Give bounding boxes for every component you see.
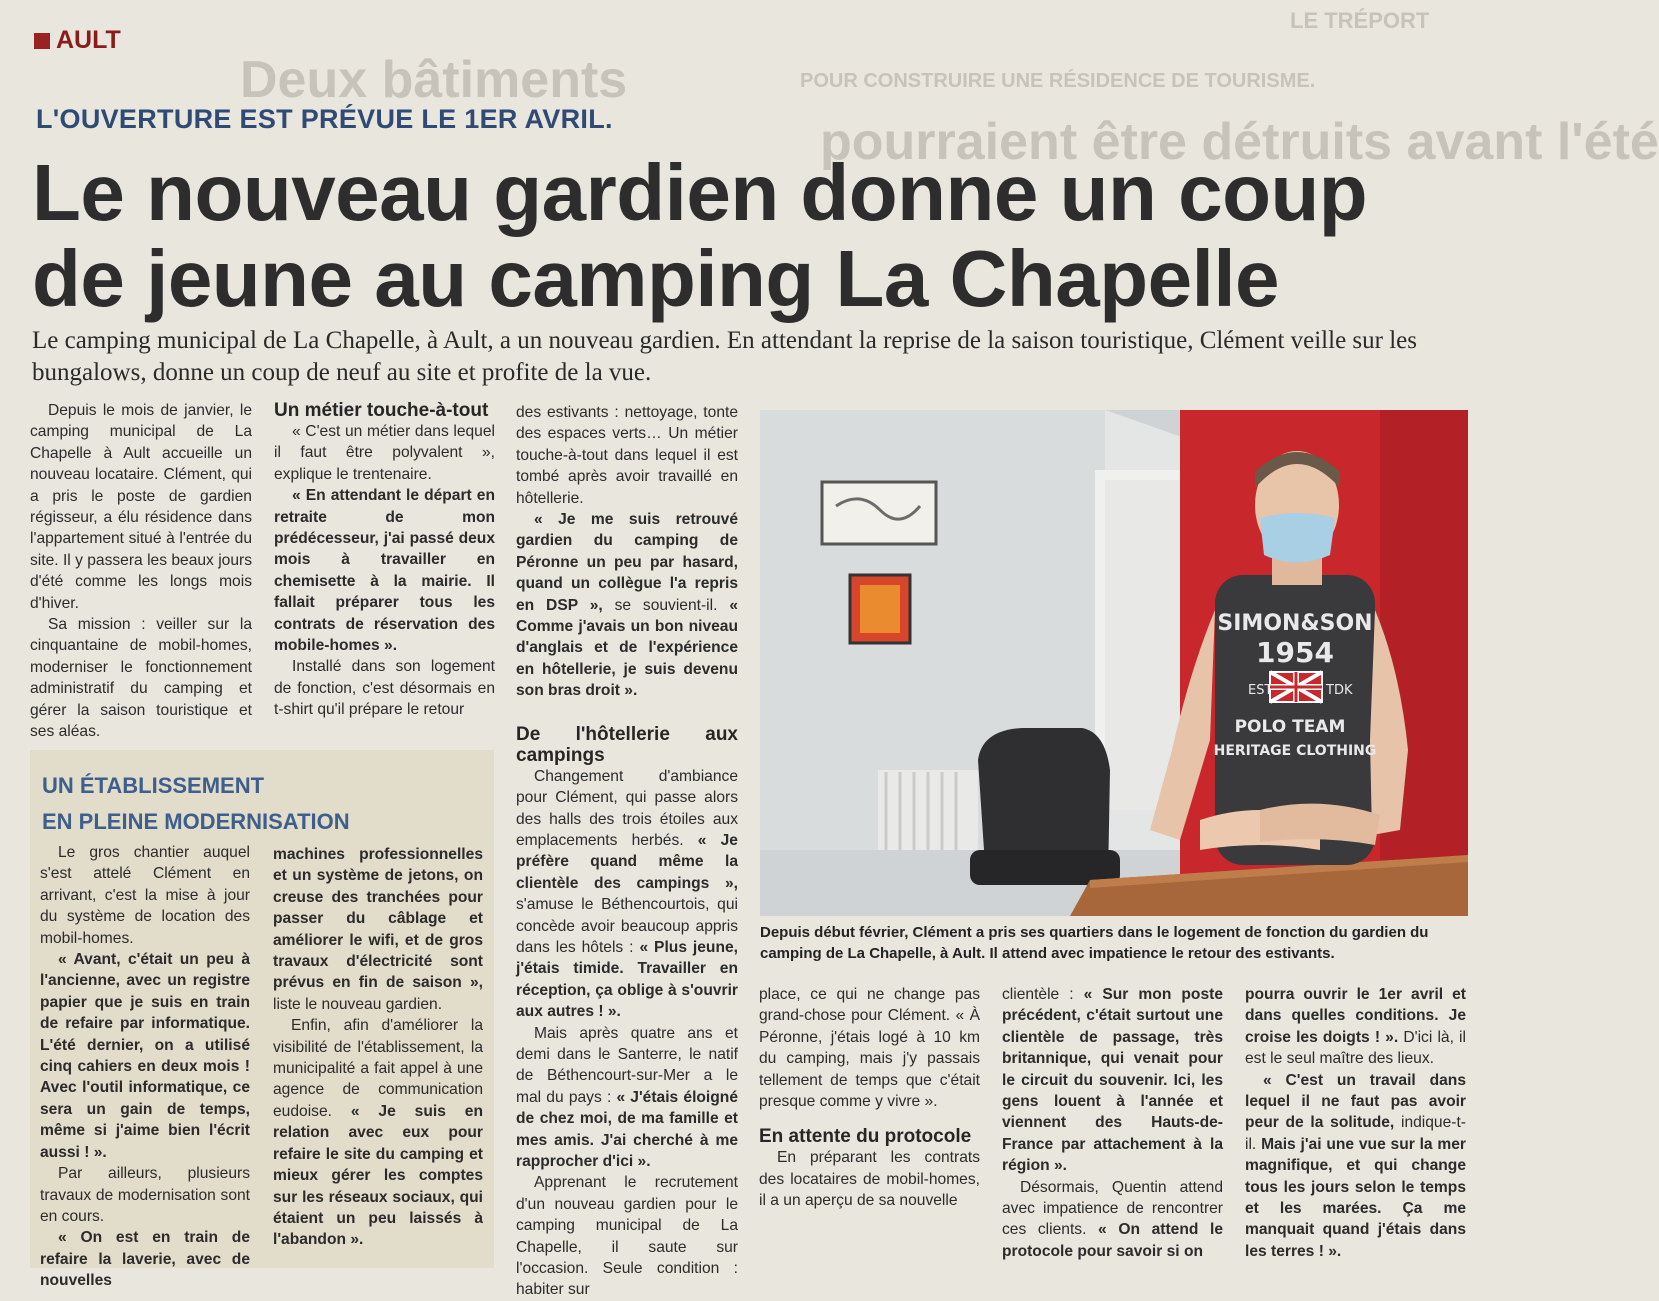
attribution: liste le nouveau gardien. [273, 995, 443, 1013]
paragraph: Installé dans son logement de fonction, c'est désormais en t-shirt qu'il prépare le retour [274, 658, 495, 719]
paragraph: Le gros chantier auquel s'est attelé Clément en arrivant, c'est la mise à jour du système de location des mobil-homes. [40, 844, 250, 947]
box-column-1 [40, 842, 250, 1292]
quote-paragraph: « On est en train de refaire la laverie, avec de nouvelles [40, 1229, 250, 1290]
neighbor-headline-1: Deux bâtiments [240, 51, 628, 109]
quote: « Je me suis retrouvé gardien du camping de Péronne un peu par hasard, quand un collègue l'a repris en DSP », [516, 511, 738, 614]
quote: « Je préfère quand même la clientèle des campings », [516, 831, 738, 892]
text: Changement d'ambiance pour Clément, qui passe alors des halls des trois étoiles aux emplacements herbés. [516, 767, 738, 849]
paragraph [516, 509, 738, 702]
paragraph: Par ailleurs, plusieurs travaux de modernisation sont en cours. [40, 1165, 250, 1225]
paragraph: des estivants : nettoyage, tonte des espaces verts… Un métier touche-à-tout dans lequel il est tombé après avoir travaillé en hôtellerie. [516, 404, 738, 507]
quote: « On attend le protocole pour savoir si on [1002, 1221, 1223, 1260]
box-column-2 [273, 844, 483, 1251]
article-photo [760, 410, 1468, 916]
quote: machines professionnelles et un système de jetons, on creuse des tranchées pour passer du câblage et améliorer le wifi, et de gros travaux d'électricité sont prévus en fin de saison », [273, 846, 483, 992]
section-label: AULT [56, 26, 121, 54]
column-3 [516, 402, 738, 1301]
paragraph [516, 766, 738, 1023]
quote: pourra ouvrir le 1er avril et dans quelles conditions. Je croise les doigts ! ». [1245, 986, 1466, 1046]
text: s'amuse le Béthencourtois, qui concède avoir beaucoup appris dans les hôtels : [516, 896, 738, 956]
quote: Mais j'ai une vue sur la mer magnifique, et qui change tous les jours selon le temps et les marées. Ça me manquait quand j'étais dans les terres ! ». [1245, 1135, 1466, 1260]
paragraph [1002, 984, 1223, 1177]
text: Mais après quatre ans et demi dans le Santerre, le natif de Béthencourt-sur-Mer a le mal du pays : [516, 1024, 738, 1106]
text: Désormais, Quentin attend avec impatience de rencontrer ces clients. [1002, 1178, 1223, 1239]
box-title [42, 768, 350, 840]
paragraph: Depuis le mois de janvier, le camping municipal de La Chapelle à Ault accueille un nouveau locataire. Clément, qui a pris le poste de gardien régisseur, a élu résidence dans l'appartement situé à l'entrée du site. Il y passera les beaux jours d'été comme les longs mois d'hiver. [30, 402, 252, 612]
attribution: se souvient-il. [602, 596, 730, 614]
section-rubric [34, 26, 121, 55]
quote: « C'est un travail dans lequel il ne faut pas avoir peur de la solitude, [1245, 1071, 1466, 1132]
quote: « Plus jeune, j'étais timide. Travailler en réception, ça oblige à s'ouvrir aux autres ! ». [516, 938, 738, 1021]
paragraph [273, 1015, 483, 1250]
text: clientèle : [1002, 986, 1084, 1003]
subhead: De l'hôtellerie aux campings [516, 723, 738, 766]
subhead: Un métier touche-à-tout [274, 400, 489, 421]
paragraph: Sa mission : veiller sur la cinquantaine de mobil-homes, moderniser le fonctionnement administratif du camping et gérer la saison touristique et ses aléas. [30, 616, 252, 741]
neighbor-rubric: LE TRÉPORT [1290, 8, 1430, 33]
attribution: indique-t-il. [1245, 1114, 1466, 1153]
column-5 [1002, 984, 1223, 1262]
article-kicker: L'OUVERTURE EST PRÉVUE LE 1ER AVRIL. [36, 104, 613, 134]
shirt-print-heritage: HERITAGE CLOTHING [1213, 743, 1377, 759]
neighbor-headline-2: pourraient être détruits avant l'été [820, 113, 1659, 171]
column-6 [1245, 984, 1466, 1262]
box-title-line: UN ÉTABLISSEMENT [42, 773, 265, 798]
text: Enfin, afin d'améliorer la visibilité de l'établissement, la municipalité a fait appel à une agence de communication eudoise. [273, 1017, 483, 1120]
paragraph [1002, 1177, 1223, 1263]
paragraph: place, ce qui ne change pas grand-chose pour Clément. « À Péronne, j'étais logé à 10 km du camping, mais j'y passais tellement de temps que c'était presque comme y vivre ». [759, 986, 980, 1111]
shirt-print-text: SIMON&SON [1217, 611, 1373, 636]
article-headline: Le nouveau gardien donne un coup de jeune au camping La Chapelle [32, 148, 1368, 323]
quote-paragraph: « En attendant le départ en retraite de mon prédécesseur, j'ai passé deux mois à travailler en chemisette à la mairie. Il fallait préparer tous les contrats de réservation des mobile-homes ». [274, 487, 495, 655]
column-2 [274, 400, 495, 721]
paragraph [516, 1023, 738, 1173]
subhead: En attente du protocole [759, 1126, 972, 1148]
rubric-square-icon [34, 33, 50, 49]
paragraph: Apprenant le recrutement d'un nouveau gardien pour le camping municipal de La Chapelle, il saute sur l'occasion. Seule condition : habiter sur [516, 1174, 738, 1299]
paragraph: En préparant les contrats des locataires de mobil-homes, il a un aperçu de sa nouvelle [759, 1149, 980, 1210]
photo-illustration [760, 410, 1468, 916]
column-4 [759, 984, 980, 1212]
quote: « Comme j'avais un bon niveau d'anglais et de l'expérience en hôtellerie, je suis devenu son bras droit ». [516, 596, 738, 700]
shirt-print-team: POLO TEAM [1234, 717, 1346, 737]
paragraph [1245, 984, 1466, 1070]
photo-caption: Depuis début février, Clément a pris ses quartiers dans le logement de fonction du gardien du camping de La Chapelle, à Ault. Il attend avec impatience le retour des estivants. [760, 924, 1429, 962]
quote-paragraph: « Avant, c'était un peu à l'ancienne, avec un registre papier que je suis en train de refaire par informatique. L'été dernier, on a utilisé cinq cahiers en deux mois ! Avec l'outil informatique, ce sera un gain de temps, même si j'aime bien l'écrit aussi ! ». [40, 951, 250, 1161]
quote: « Je suis en relation avec eux pour refaire le site du camping et mieux gérer les comptes sur les réseaux sociaux, qui étaient un peu laissés à l'abandon ». [273, 1102, 483, 1249]
neighbor-kicker: POUR CONSTRUIRE UNE RÉSIDENCE DE TOURISME. [800, 70, 1316, 92]
quote: « Sur mon poste précédent, c'était surtout une clientèle de passage, très britannique, qui venait pour le circuit du souvenir. Ici, les gens louent à l'année et viennent des Hauts-de-France par attachement à la région ». [1002, 986, 1223, 1175]
box-title-line: EN PLEINE MODERNISATION [42, 809, 350, 834]
paragraph [273, 844, 483, 1015]
paragraph [1245, 1070, 1466, 1263]
text: D'ici là, il est le seul maître des lieux. [1245, 1028, 1466, 1068]
shirt-print-est: EST [1248, 683, 1273, 698]
shirt-print-tdk: TDK [1326, 683, 1353, 698]
quote: « J'étais éloigné de chez moi, de ma famille et mes amis. J'ai cherché à me rapprocher d'ici ». [516, 1088, 738, 1170]
article-lead: Le camping municipal de La Chapelle, à Ault, a un nouveau gardien. En attendant la reprise de la saison touristique, Clément veille sur les bungalows, donne un coup de neuf au site et profite de la vue. [32, 327, 1417, 386]
column-1 [30, 400, 252, 743]
quote-paragraph: « C'est un métier dans lequel il faut être polyvalent », explique le trentenaire. [274, 423, 495, 483]
shirt-print-year: 1954 [1256, 636, 1334, 669]
